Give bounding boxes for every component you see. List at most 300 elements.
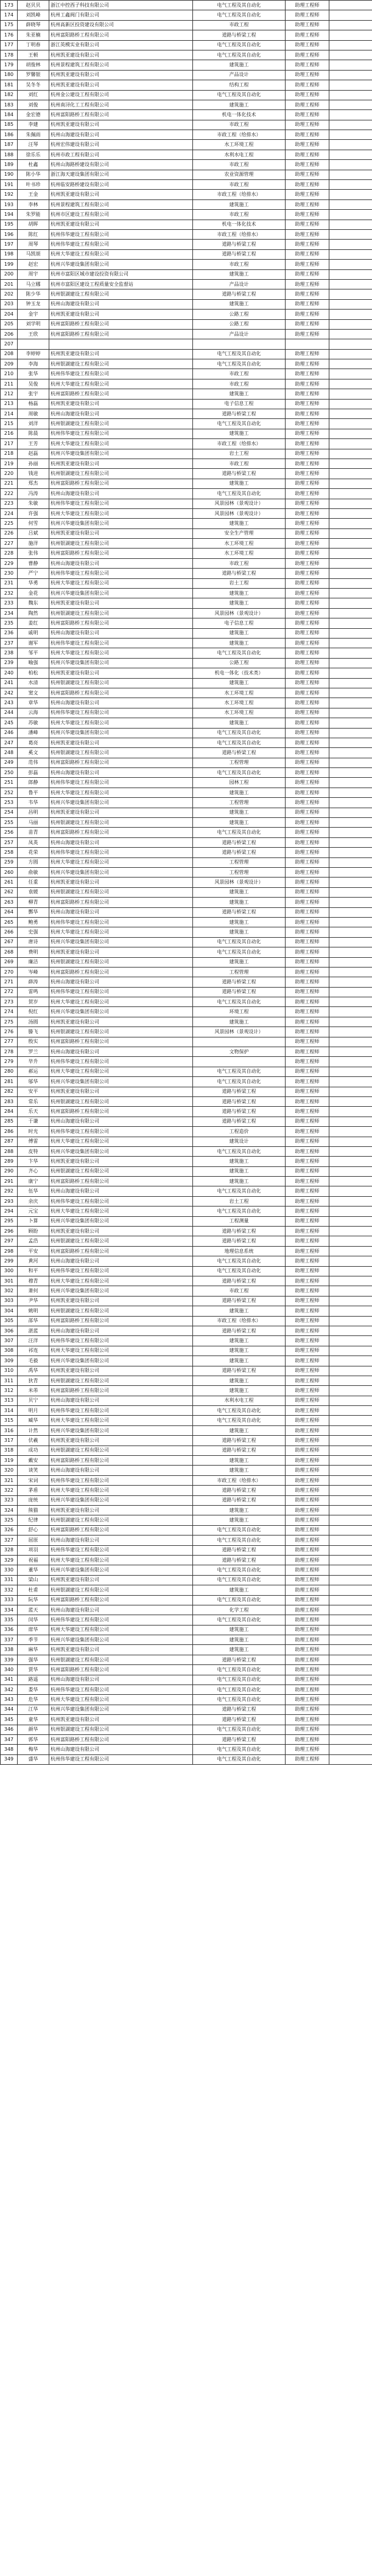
remark: [329, 1117, 372, 1126]
table-row: [1, 1246, 372, 1256]
work-unit: 杭州山海建设有限公司: [49, 1536, 193, 1545]
work-unit: 杭州凯亚建设有限公司: [49, 1017, 193, 1027]
person-name: 邬华: [18, 1077, 49, 1087]
remark: [329, 100, 372, 109]
remark: [329, 937, 372, 947]
table-row: [1, 828, 372, 837]
work-unit: 杭州富阳路桥工程有限公司: [49, 319, 193, 329]
remark: [329, 1615, 372, 1625]
specialty: 道路与桥梁工程: [193, 848, 286, 857]
person-name: 项羽: [18, 1545, 49, 1555]
qualification: 助理工程师: [286, 439, 329, 449]
table-row: [1, 40, 372, 50]
qualification: 助理工程师: [286, 1575, 329, 1585]
person-name: 臧华: [18, 1416, 49, 1425]
table-row: [1, 130, 372, 140]
work-unit: 杭州山海建设有限公司: [49, 1047, 193, 1057]
person-name: 毕升: [18, 1057, 49, 1067]
qualification: 助理工程师: [286, 1446, 329, 1455]
remark: [329, 1047, 372, 1057]
row-number: 317: [1, 1436, 18, 1446]
remark: [329, 269, 372, 279]
remark: [329, 947, 372, 957]
person-name: 水清: [18, 678, 49, 688]
table-row: [1, 210, 372, 220]
qualification: 助理工程师: [286, 1027, 329, 1037]
work-unit: 杭州金公建设工程有限公司: [49, 90, 193, 100]
qualification: 助理工程师: [286, 1067, 329, 1076]
table-row: [1, 1645, 372, 1655]
table-row: [1, 748, 372, 758]
remark: [329, 1605, 372, 1615]
work-unit: 杭州大华建设工程有限公司: [49, 1346, 193, 1356]
row-number: 183: [1, 100, 18, 109]
qualification: 助理工程师: [286, 1047, 329, 1057]
table-row: [1, 1745, 372, 1754]
specialty: 市政工程: [193, 558, 286, 568]
row-number: 222: [1, 489, 18, 499]
work-unit: 杭州兴华建设集团有限公司: [49, 728, 193, 738]
row-number: 270: [1, 967, 18, 977]
specialty: 电气工程及其自动化: [193, 1595, 286, 1605]
qualification: 助理工程师: [286, 289, 329, 299]
table-row: [1, 80, 372, 90]
remark: [329, 857, 372, 867]
specialty: 电气工程及其自动化: [193, 50, 286, 60]
row-number: 225: [1, 519, 18, 528]
work-unit: 杭州富阳路桥工程有限公司: [49, 898, 193, 907]
row-number: 300: [1, 1266, 18, 1276]
remark: [329, 1286, 372, 1296]
remark: [329, 439, 372, 449]
specialty: 道路与桥梁工程: [193, 1087, 286, 1096]
table-row: [1, 668, 372, 678]
specialty: 电气工程及其自动化: [193, 1685, 286, 1695]
row-number: 224: [1, 508, 18, 518]
row-number: 286: [1, 1127, 18, 1137]
row-number: 181: [1, 80, 18, 90]
specialty: 水工环境工程: [193, 549, 286, 558]
person-name: 郭华: [18, 1734, 49, 1744]
work-unit: 杭州伟华建设工程有限公司: [49, 1754, 193, 1764]
table-row: [1, 718, 372, 728]
specialty: 水利水电工程: [193, 150, 286, 159]
work-unit: 杭州银湖建设工程有限公司: [49, 608, 193, 618]
row-number: 307: [1, 1336, 18, 1346]
table-row: [1, 728, 372, 738]
work-unit: 杭州富阳路桥工程有限公司: [49, 1386, 193, 1396]
table-row: [1, 359, 372, 369]
qualification: 助理工程师: [286, 459, 329, 468]
row-number: 230: [1, 569, 18, 578]
table-row: [1, 528, 372, 538]
row-number: 323: [1, 1495, 18, 1505]
specialty: 电气工程及其自动化: [193, 1675, 286, 1684]
row-number: 280: [1, 1067, 18, 1076]
person-name: 贾华: [18, 1665, 49, 1675]
person-name: 马丽: [18, 818, 49, 828]
qualification: 助理工程师: [286, 1087, 329, 1096]
row-number: 272: [1, 987, 18, 997]
qualification: 助理工程师: [286, 578, 329, 588]
work-unit: 杭州工鑫阀门有限公司: [49, 10, 193, 20]
person-name: 钟玉龙: [18, 299, 49, 309]
specialty: 电气工程及其自动化: [193, 1, 286, 10]
specialty: 道路与桥梁工程: [193, 1236, 286, 1246]
specialty: 建筑施工: [193, 957, 286, 967]
specialty: 建筑施工: [193, 429, 286, 438]
remark: [329, 688, 372, 698]
qualification: 助理工程师: [286, 1386, 329, 1396]
specialty: 电子信息工程: [193, 618, 286, 628]
remark: [329, 479, 372, 488]
row-number: 311: [1, 1376, 18, 1385]
qualification: 助理工程师: [286, 1286, 329, 1296]
work-unit: 浙江中控西子科技有限公司: [49, 1, 193, 10]
work-unit: 杭州大华建设工程有限公司: [49, 927, 193, 937]
specialty: 道路与桥梁工程: [193, 1495, 286, 1505]
remark: [329, 678, 372, 688]
remark: [329, 369, 372, 379]
table-row: [1, 1027, 372, 1037]
qualification: 助理工程师: [286, 1017, 329, 1027]
table-row: [1, 818, 372, 828]
remark: [329, 639, 372, 648]
specialty: 建筑施工: [193, 678, 286, 688]
qualification: 助理工程师: [286, 907, 329, 917]
person-name: 成功: [18, 1446, 49, 1455]
table-row: [1, 1, 372, 10]
specialty: 市政工程: [193, 369, 286, 379]
qualification: 助理工程师: [286, 319, 329, 329]
remark: [329, 1227, 372, 1236]
qualification: 助理工程师: [286, 549, 329, 558]
person-name: 戚明: [18, 628, 49, 638]
qualification: 助理工程师: [286, 90, 329, 100]
person-name: 狄青: [18, 1376, 49, 1385]
person-name: 罗兰: [18, 1047, 49, 1057]
work-unit: 杭州伟华建设工程有限公司: [49, 1127, 193, 1137]
qualification: 助理工程师: [286, 1515, 329, 1525]
work-unit: 杭州宏伟建设有限公司: [49, 140, 193, 150]
person-name: 王欣: [18, 329, 49, 339]
person-name: 卜算: [18, 1216, 49, 1226]
remark: [329, 1754, 372, 1764]
qualification: 助理工程师: [286, 1475, 329, 1485]
specialty: 市政工程: [193, 459, 286, 468]
qualification: 助理工程师: [286, 20, 329, 30]
remark: [329, 907, 372, 917]
specialty: 建筑施工: [193, 887, 286, 897]
specialty: 环境工程: [193, 1007, 286, 1017]
remark: [329, 20, 372, 30]
table-row: [1, 1266, 372, 1276]
table-row: [1, 100, 372, 109]
table-row: [1, 349, 372, 359]
specialty: 建筑施工: [193, 1386, 286, 1396]
table-row: [1, 1754, 372, 1764]
person-name: 费明: [18, 947, 49, 957]
qualification: 助理工程师: [286, 249, 329, 259]
work-unit: 杭州景程建筑工程有限公司: [49, 60, 193, 70]
person-name: 张伟: [18, 549, 49, 558]
person-name: 彭磊: [18, 768, 49, 778]
qualification: 助理工程师: [286, 528, 329, 538]
row-number: 242: [1, 688, 18, 698]
remark: [329, 140, 372, 150]
table-row: [1, 1486, 372, 1495]
specialty: 电气工程及其自动化: [193, 1665, 286, 1675]
remark: [329, 1137, 372, 1146]
remark: [329, 1166, 372, 1176]
person-name: 奚文: [18, 748, 49, 758]
specialty: 产品设计: [193, 329, 286, 339]
specialty: 道路与桥梁工程: [193, 1227, 286, 1236]
qualification: 助理工程师: [286, 768, 329, 778]
work-unit: 杭州银湖建设工程有限公司: [49, 1585, 193, 1595]
work-unit: 杭州市富阳区建设工程质量安全监督站: [49, 279, 193, 289]
work-unit: 杭州伟华建设工程有限公司: [49, 848, 193, 857]
row-number: 223: [1, 499, 18, 508]
qualification: 助理工程师: [286, 598, 329, 608]
specialty: 道路与桥梁工程: [193, 1715, 286, 1725]
person-name: 蓝天: [18, 1605, 49, 1615]
work-unit: 杭州兴华建设集团有限公司: [49, 1007, 193, 1017]
person-name: 纪律: [18, 1515, 49, 1525]
remark: [329, 887, 372, 897]
specialty: 电气工程及其自动化: [193, 1525, 286, 1535]
qualification: 助理工程师: [286, 369, 329, 379]
work-unit: 杭州山海建设有限公司: [49, 1396, 193, 1405]
qualification: 助理工程师: [286, 1376, 329, 1385]
qualification: 助理工程师: [286, 299, 329, 309]
qualification: 助理工程师: [286, 349, 329, 359]
qualification: 助理工程师: [286, 240, 329, 249]
qualification: 助理工程师: [286, 878, 329, 887]
remark: [329, 618, 372, 628]
qualification: 助理工程师: [286, 499, 329, 508]
row-number: 324: [1, 1505, 18, 1515]
qualification: 助理工程师: [286, 479, 329, 488]
person-name: 胡俊林: [18, 60, 49, 70]
row-number: 175: [1, 20, 18, 30]
work-unit: 杭州银湖建设工程有限公司: [49, 1725, 193, 1734]
table-row: [1, 90, 372, 100]
work-unit: 杭州银湖建设工程有限公司: [49, 748, 193, 758]
table-row: [1, 50, 372, 60]
remark: [329, 708, 372, 718]
remark: [329, 748, 372, 758]
person-name: 熊猫: [18, 1505, 49, 1515]
remark: [329, 1745, 372, 1754]
work-unit: 杭州凯亚建设有限公司: [49, 190, 193, 199]
person-name: 刘红: [18, 90, 49, 100]
work-unit: 杭州富阳路桥工程有限公司: [49, 389, 193, 399]
person-name: 陶然: [18, 608, 49, 618]
qualification: 助理工程师: [286, 1754, 329, 1764]
remark: [329, 409, 372, 419]
table-row: [1, 1037, 372, 1047]
person-name: 尹华: [18, 1296, 49, 1306]
person-name: 穆青: [18, 1276, 49, 1286]
work-unit: 杭州伟华建设工程有限公司: [49, 1545, 193, 1555]
qualification: 助理工程师: [286, 937, 329, 947]
specialty: 建筑施工: [193, 519, 286, 528]
person-name: [18, 339, 49, 349]
qualification: 助理工程师: [286, 628, 329, 638]
row-number: 185: [1, 120, 18, 130]
specialty: 水利水电工程: [193, 1396, 286, 1405]
work-unit: 杭州伟华建设工程有限公司: [49, 569, 193, 578]
remark: [329, 1625, 372, 1635]
person-name: 周琴: [18, 240, 49, 249]
table-row: [1, 199, 372, 209]
row-number: 277: [1, 1037, 18, 1047]
qualification: 助理工程师: [286, 947, 329, 957]
qualification: 助理工程师: [286, 229, 329, 239]
table-row: [1, 1326, 372, 1335]
person-name: 潘峰: [18, 728, 49, 738]
row-number: 290: [1, 1166, 18, 1176]
remark: [329, 1157, 372, 1166]
work-unit: 杭州富阳路桥工程有限公司: [49, 1456, 193, 1466]
qualification: 助理工程师: [286, 70, 329, 80]
remark: [329, 1007, 372, 1017]
specialty: 水工环境工程: [193, 539, 286, 549]
qualification: 助理工程师: [286, 160, 329, 170]
work-unit: 杭州凯亚建设有限公司: [49, 598, 193, 608]
specialty: 市政工程: [193, 160, 286, 170]
remark: [329, 598, 372, 608]
remark: [329, 927, 372, 937]
table-row: [1, 589, 372, 598]
qualification: 助理工程师: [286, 668, 329, 678]
row-number: 240: [1, 668, 18, 678]
qualification: 助理工程师: [286, 1256, 329, 1266]
person-name: 薛晓琴: [18, 20, 49, 30]
table-row: [1, 1625, 372, 1635]
table-row: [1, 1575, 372, 1585]
qualification: 助理工程师: [286, 1555, 329, 1565]
specialty: 电气工程及其自动化: [193, 40, 286, 50]
row-number: 269: [1, 957, 18, 967]
person-name: 王金: [18, 190, 49, 199]
row-number: 305: [1, 1316, 18, 1326]
person-name: 时光: [18, 1127, 49, 1137]
row-number: 318: [1, 1446, 18, 1455]
qualification: 助理工程师: [286, 857, 329, 867]
qualification: 助理工程师: [286, 1495, 329, 1505]
row-number: 227: [1, 539, 18, 549]
remark: [329, 1655, 372, 1664]
work-unit: 杭州伟华建设工程有限公司: [49, 429, 193, 438]
table-row: [1, 688, 372, 698]
work-unit: 杭州山海建设有限公司: [49, 299, 193, 309]
specialty: 水工环境工程: [193, 698, 286, 708]
table-row: [1, 708, 372, 718]
row-number: 178: [1, 50, 18, 60]
qualification: 助理工程师: [286, 1296, 329, 1306]
qualification: 助理工程师: [286, 210, 329, 220]
qualification: 助理工程师: [286, 608, 329, 618]
specialty: 建筑设计: [193, 1137, 286, 1146]
work-unit: 杭州凯亚建设有限公司: [49, 1436, 193, 1446]
person-name: 江华: [18, 1705, 49, 1714]
row-number: 207: [1, 339, 18, 349]
row-number: 244: [1, 708, 18, 718]
remark: [329, 1077, 372, 1087]
table-row: [1, 60, 372, 70]
specialty: 建筑施工: [193, 1466, 286, 1475]
table-row: [1, 957, 372, 967]
table-row: [1, 299, 372, 309]
qualification: 助理工程师: [286, 389, 329, 399]
table-row: [1, 1456, 372, 1466]
work-unit: 杭州银湖建设工程有限公司: [49, 469, 193, 479]
person-name: 钱进: [18, 469, 49, 479]
person-name: 周宇: [18, 269, 49, 279]
table-row: [1, 1545, 372, 1555]
remark: [329, 379, 372, 389]
specialty: 道路与桥梁工程: [193, 1486, 286, 1495]
work-unit: 杭州伟华建设工程有限公司: [49, 229, 193, 239]
specialty: 市政工程（给排水）: [193, 190, 286, 199]
row-number: 271: [1, 977, 18, 987]
person-name: 陈晨: [18, 429, 49, 438]
person-name: 杨磊: [18, 399, 49, 409]
person-name: 何雪: [18, 519, 49, 528]
work-unit: 杭州银湖建设工程有限公司: [49, 887, 193, 897]
remark: [329, 1017, 372, 1027]
remark: [329, 120, 372, 130]
table-row: [1, 1615, 372, 1625]
qualification: 助理工程师: [286, 359, 329, 369]
specialty: 建筑施工: [193, 1425, 286, 1435]
row-number: 341: [1, 1675, 18, 1684]
specialty: 园林工程: [193, 778, 286, 788]
remark: [329, 957, 372, 967]
remark: [329, 279, 372, 289]
row-number: 219: [1, 459, 18, 468]
specialty: 道路与桥梁工程: [193, 1366, 286, 1376]
table-row: [1, 927, 372, 937]
table-row: [1, 1047, 372, 1057]
row-number: 235: [1, 618, 18, 628]
specialty: 建筑施工: [193, 1505, 286, 1515]
row-number: 342: [1, 1685, 18, 1695]
person-name: 戴安: [18, 1456, 49, 1466]
specialty: 建筑施工: [193, 1336, 286, 1346]
row-number: 278: [1, 1047, 18, 1057]
qualification: 助理工程师: [286, 1466, 329, 1475]
qualification: 助理工程师: [286, 269, 329, 279]
qualification: 助理工程师: [286, 798, 329, 808]
row-number: 321: [1, 1475, 18, 1485]
person-name: 花荣: [18, 848, 49, 857]
row-number: 326: [1, 1525, 18, 1535]
work-unit: 杭州银湖建设工程有限公司: [49, 539, 193, 549]
row-number: 249: [1, 758, 18, 767]
person-name: 章华: [18, 698, 49, 708]
person-name: 梁山: [18, 1575, 49, 1585]
qualification: 助理工程师: [286, 708, 329, 718]
person-name: 袁媛: [18, 887, 49, 897]
person-name: 许强: [18, 508, 49, 518]
table-row: [1, 878, 372, 887]
person-name: 齐心: [18, 1166, 49, 1176]
row-number: 196: [1, 229, 18, 239]
remark: [329, 997, 372, 1007]
